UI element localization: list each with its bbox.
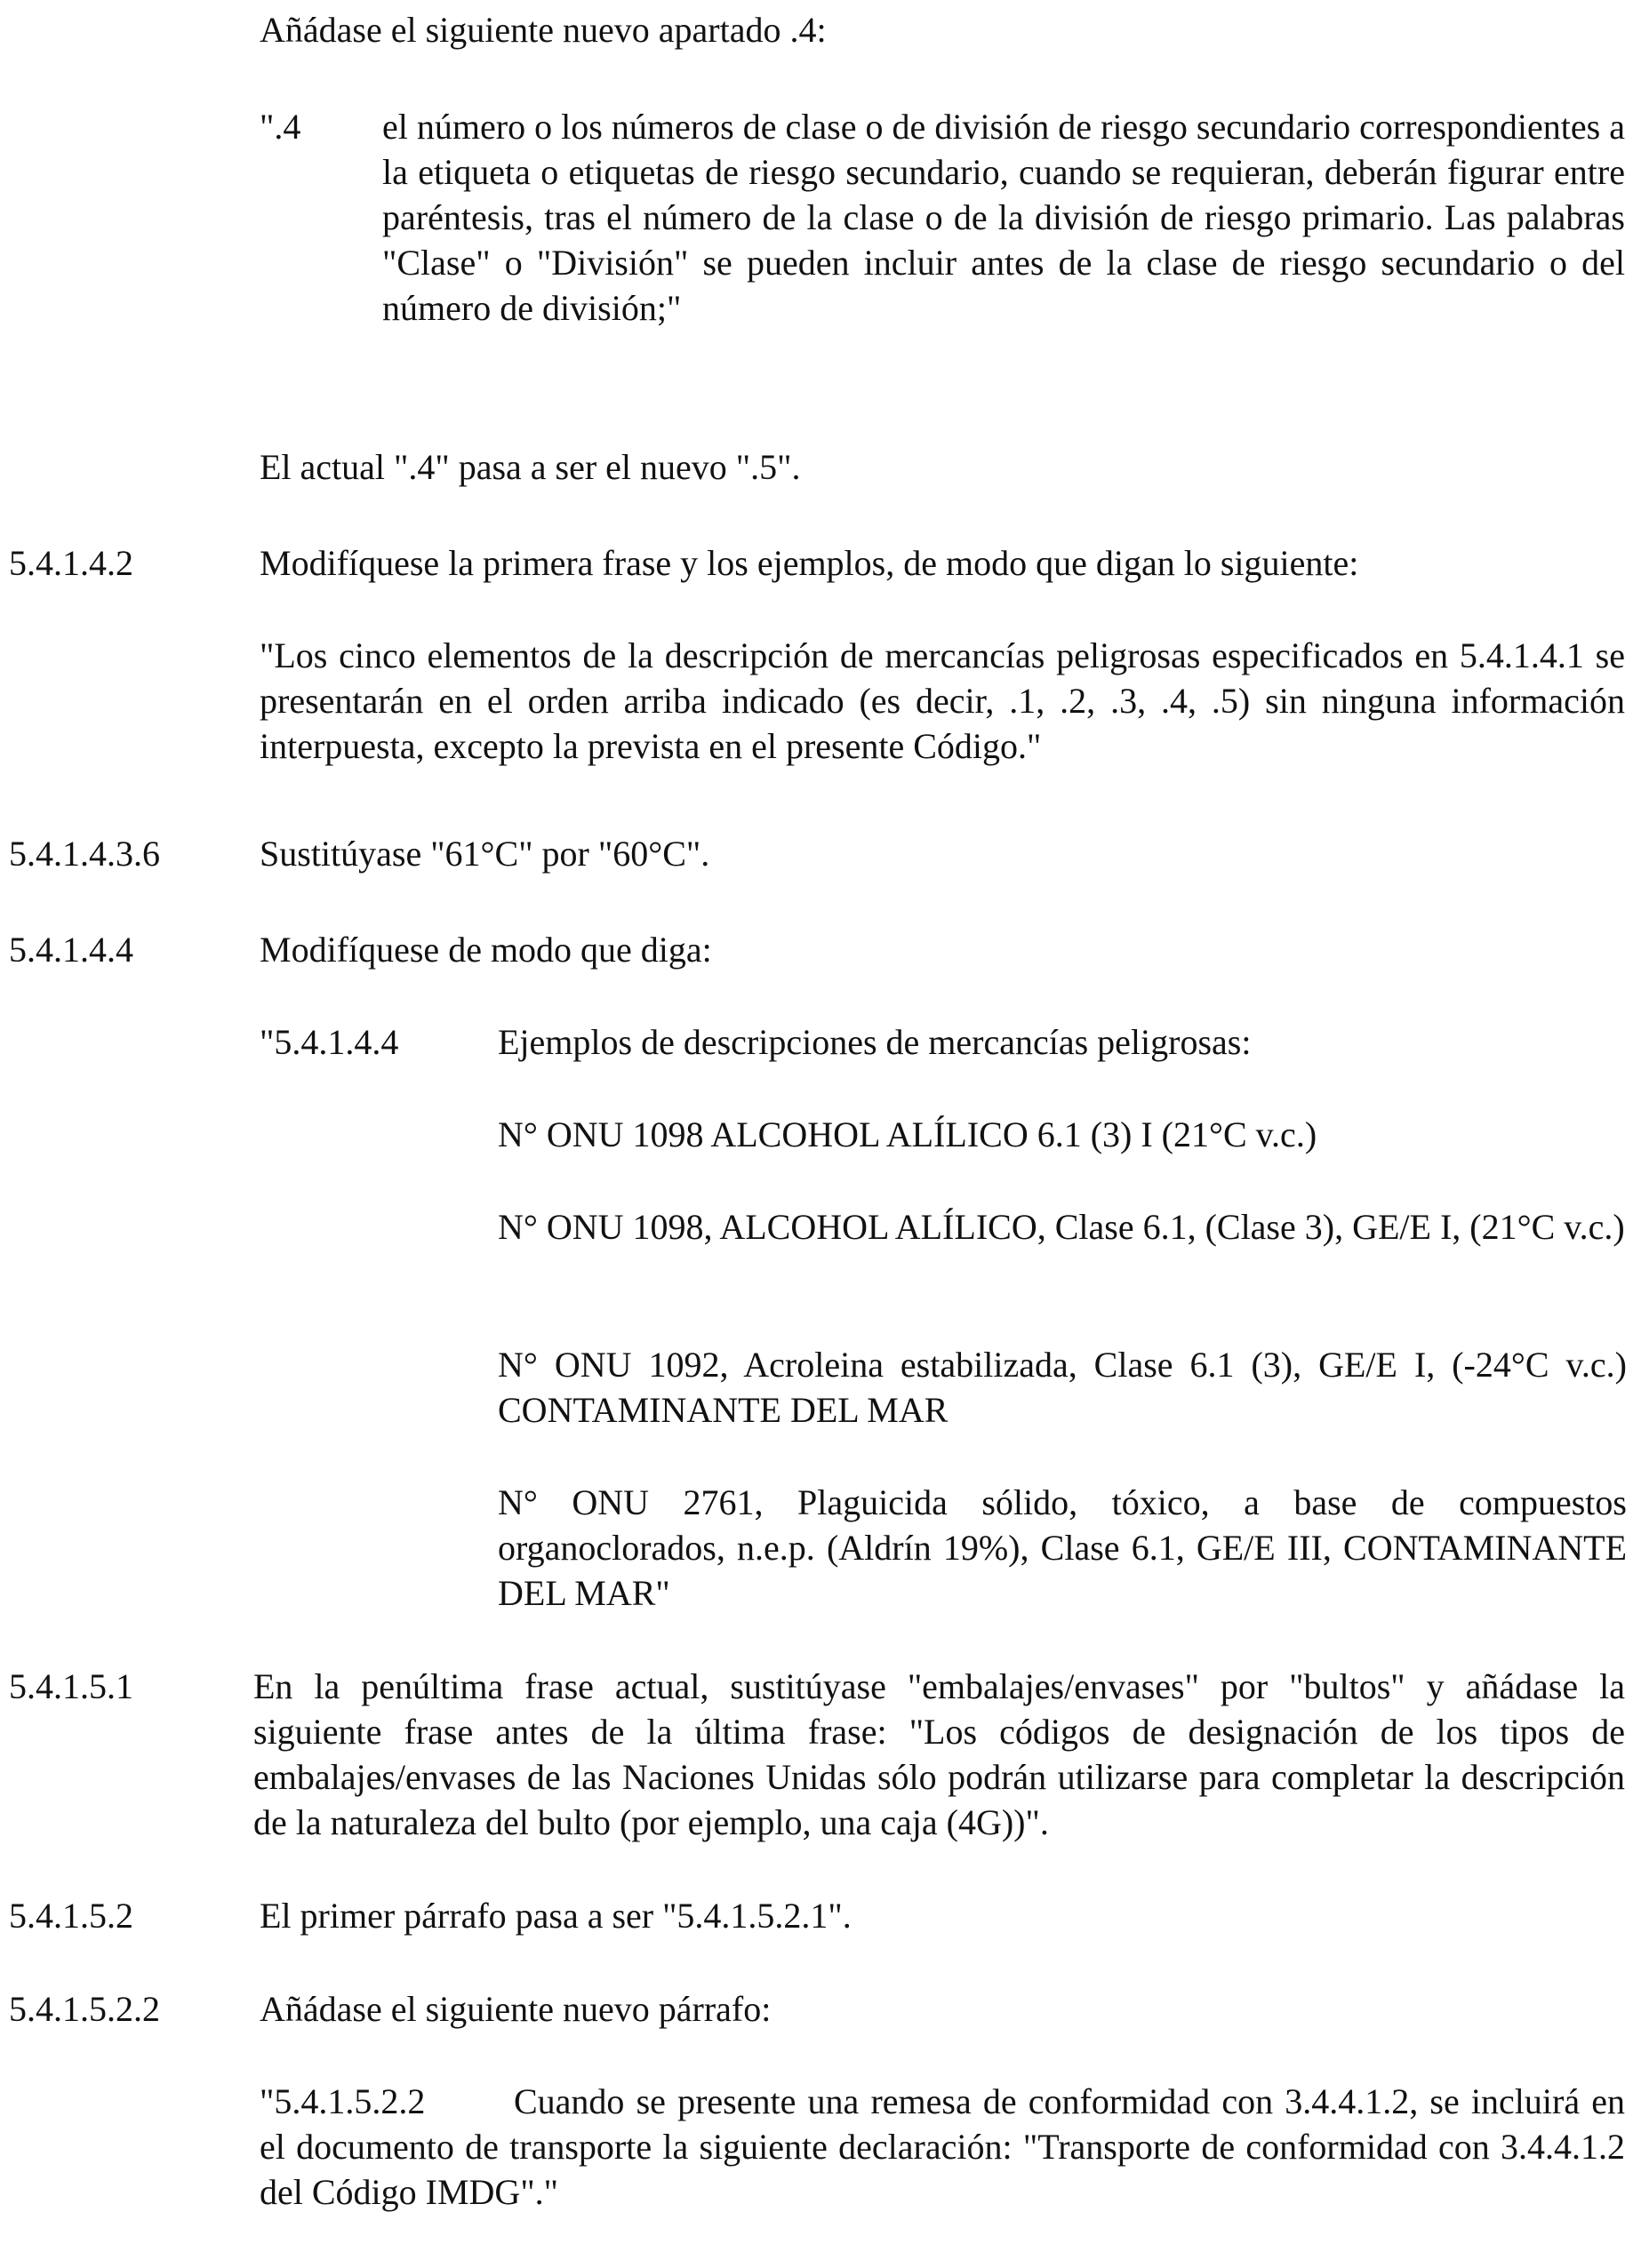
section-number: 5.4.1.5.2 xyxy=(9,1896,133,1936)
subsection-number: "5.4.1.4.4 xyxy=(260,1022,399,1062)
section-text: Añádase el siguiente nuevo párrafo: xyxy=(260,1989,772,2029)
subsection-title: Ejemplos de descripciones de mercancías peligrosas: xyxy=(498,1022,1252,1062)
section-text: En la penúltima frase actual, sustitúyase "embalajes/envases" por "bultos" y añádase la siguiente frase antes de la última frase: "Los códigos de designación de los tipos de embalajes/envases de las Naciones Unidas sólo podrán utilizarse para completar la descripción de la naturaleza del bulto (por ejemplo, una caja (4G))". xyxy=(253,1666,1625,1842)
section-text: Modifíquese la primera frase y los ejemplos, de modo que digan lo siguiente: xyxy=(260,543,1359,583)
example-item: N° ONU 2761, Plaguicida sólido, tóxico, a base de compuestos organoclorados, n.e.p. (Aldrín 19%), Clase 6.1, GE/E III, CONTAMINANTE DEL MAR" xyxy=(498,1482,1627,1613)
example-item: N° ONU 1098 ALCOHOL ALÍLICO 6.1 (3) I (21°C v.c.) xyxy=(498,1114,1317,1154)
section-number: 5.4.1.4.3.6 xyxy=(9,834,160,874)
quoted-number: "5.4.1.5.2.2 xyxy=(260,2081,426,2121)
section-text: El primer párrafo pasa a ser "5.4.1.5.2.1". xyxy=(260,1896,852,1936)
renumber-note: El actual ".4" pasa a ser el nuevo ".5". xyxy=(260,447,801,487)
section-text: Modifíquese de modo que diga: xyxy=(260,930,712,970)
section-number: 5.4.1.5.2.2 xyxy=(9,1989,160,2029)
quoted-paragraph: "Los cinco elementos de la descripción de mercancías peligrosas especificados en 5.4.1.4.1 se presentarán en el orden arriba indicado (es decir, .1, .2, .3, .4, .5) sin ninguna información interpuesta, excepto la prevista en el presente Código." xyxy=(260,635,1625,766)
quoted-paragraph: Cuando se presente una remesa de conformidad con 3.4.4.1.2, se incluirá en el documento de transporte la siguiente declaración: "Transporte de conformidad con 3.4.4.1.2 del Código IMDG"." xyxy=(260,2081,1625,2212)
section-number: 5.4.1.4.2 xyxy=(9,543,133,583)
example-item: N° ONU 1098, ALCOHOL ALÍLICO, Clase 6.1, (Clase 3), GE/E I, (21°C v.c.) xyxy=(498,1207,1625,1247)
section-number: 5.4.1.5.1 xyxy=(9,1666,133,1706)
intro-paragraph: Añádase el siguiente nuevo apartado .4: xyxy=(260,10,827,50)
section-text: Sustitúyase "61°C" por "60°C". xyxy=(260,834,710,874)
section-number: 5.4.1.4.4 xyxy=(9,930,133,970)
item-text: el número o los números de clase o de división de riesgo secundario correspondientes a la etiqueta o etiquetas de riesgo secundario, cuando se requieran, deberán figurar entre paréntesis, tras el número de la clase o de la división de riesgo primario. Las palabras "Clase" o "División" se pueden incluir antes de la clase de riesgo secundario o del número de división;" xyxy=(382,107,1625,328)
example-item: N° ONU 1092, Acroleina estabilizada, Clase 6.1 (3), GE/E I, (-24°C v.c.) CONTAMINANTE DEL MAR xyxy=(498,1345,1627,1430)
item-number: ".4 xyxy=(260,107,301,147)
